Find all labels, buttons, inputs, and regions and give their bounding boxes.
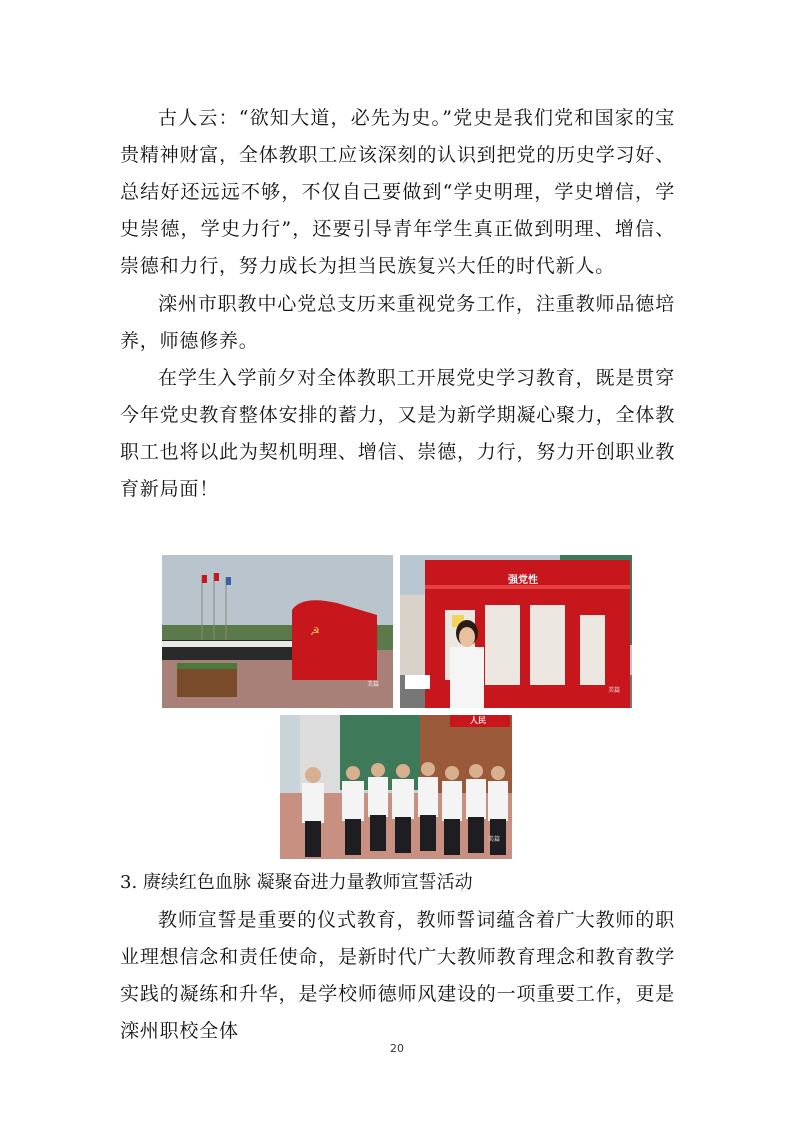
section-heading: 3. 赓续红色血脉 凝聚奋进力量教师宣誓活动 [120,872,473,893]
photo-watermark: 美篇 [487,836,500,843]
photo-speaker-panels [400,555,632,708]
paragraph-4: 教师宣誓是重要的仪式教育，教师誓词蕴含着广大教师的职业理想信念和责任使命，是新时代广大教师教育理念和教育教学实践的凝练和升华，是学校师德师风建设的一项重要工作，更是滦州职校全体 [120,909,675,1042]
photo-banner: 人民 [470,716,486,725]
photo-watermark: 美篇 [607,687,620,694]
page-number: 20 [390,1042,404,1055]
photo-watermark: 美篇 [366,681,379,688]
paragraph-3: 在学生入学前夕对全体教职工开展党史学习教育，既是贯穿今年党史教育整体安排的蓄力，又是为新学期凝心聚力，全体教职工也将以此为契机明理、增信、崇德，力行，努力开创职业教育新局面！ [120,367,675,500]
photo-students-monument [162,555,393,708]
svg-text:☭: ☭ [310,625,320,638]
photo-teachers-group [280,715,512,859]
paragraph-1: 古人云：“欲知大道，必先为史。”党史是我们党和国家的宝贵精神财富，全体教职工应该深刻的认识到把党的历史学习好、总结好还远远不够，不仅自己要做到“学史明理，学史增信，学史崇德，学史力行”，还要引导青年学生真正做到明理、增信、崇德和力行，努力成长为担当民族复兴大任的时代新人。 [120,107,675,277]
photo-banner: 强党性 [508,575,538,586]
paragraph-2: 滦州市职教中心党总支历来重视党务工作，注重教师品德培养，师德修养。 [120,293,675,352]
